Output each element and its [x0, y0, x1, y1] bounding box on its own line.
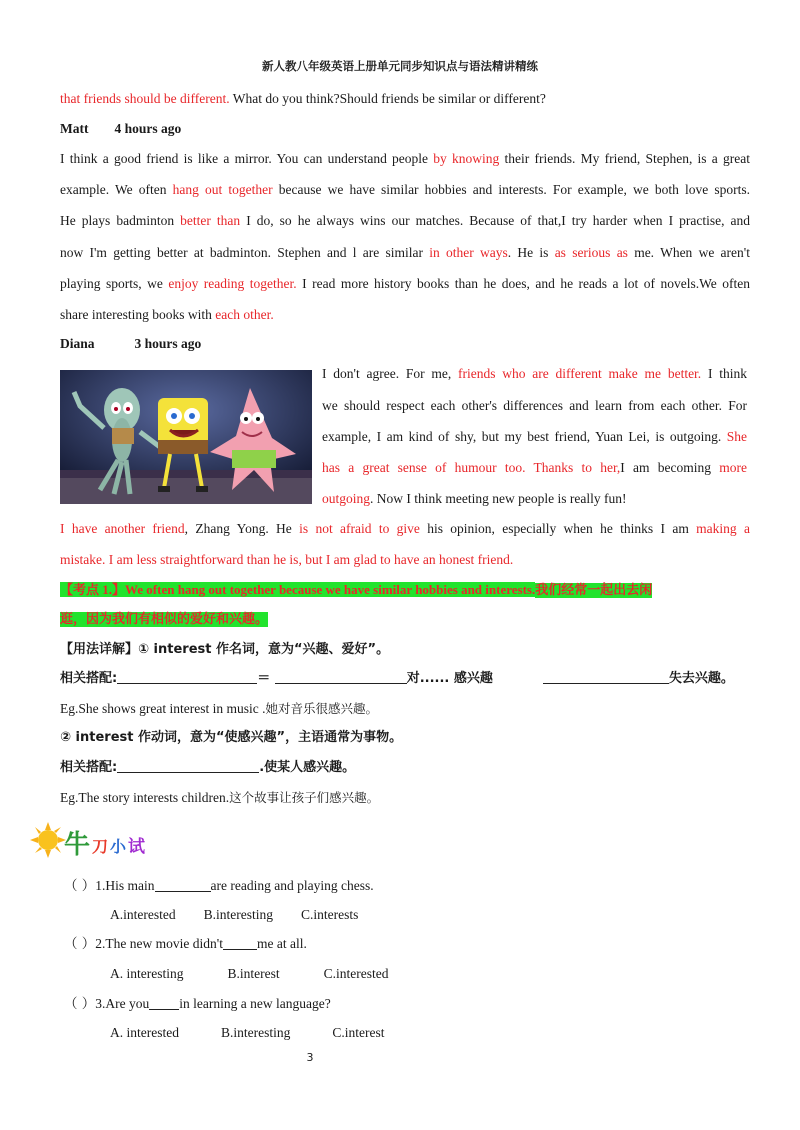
usage-title: 【用法详解】① interest 作名词，意为“兴趣、爱好”。	[60, 642, 390, 657]
title-char-xiao: 小	[110, 837, 127, 856]
diana-line-2: we should respect each other's differences and learn from each other. For	[322, 398, 747, 413]
option-c[interactable]: C.interest	[332, 1025, 385, 1040]
title-char-dao: 刀	[92, 837, 109, 856]
diana-line-4: has a great sense of humour too. Thanks to her,I am becoming more	[322, 460, 747, 475]
diana-line-5: outgoing. Now I think meeting new people is really fun!	[322, 491, 627, 506]
question-1-options	[110, 906, 358, 924]
section-title-niudaoxiaoshi	[30, 822, 160, 860]
matt-line-1: I think a good friend is like a mirror. You can understand people by knowing their friends. My friend, Stephen, is a great	[60, 151, 751, 166]
diana-line-3: example, I am kind of shy, but my best friend, Yuan Lei, is outgoing. She	[322, 429, 747, 444]
kaodian-line-2: 逛，因为我们有相似的爱好和兴趣。	[60, 612, 269, 627]
diana-name: Diana	[60, 336, 95, 351]
cartoon-illustration	[60, 370, 312, 504]
example-1: Eg.She shows great interest in music .她对音乐很感兴趣。	[60, 701, 378, 716]
diana-line-1: I don't agree. For me, friends who are different make me better. I think	[322, 366, 747, 381]
matt-line-5: playing sports, we enjoy reading together. I read more history books than he does, and he reads a lot of novels.We often	[60, 276, 750, 291]
matt-name: Matt	[60, 121, 89, 136]
question-2-options	[110, 965, 388, 983]
option-a[interactable]: A. interesting	[110, 966, 184, 981]
option-c[interactable]: C.interests	[300, 907, 359, 922]
intro-line	[60, 90, 750, 108]
matt-time: 4 hours ago	[114, 121, 182, 136]
option-b[interactable]: B.interesting	[220, 1025, 291, 1040]
answer-blank[interactable]	[223, 936, 257, 950]
matt-line-6: share interesting books with each other.	[60, 307, 274, 322]
title-char-shi: 试	[128, 837, 145, 857]
kaodian-line-1: 【考点 1.】We often hang out together because we have similar hobbies and interests.我们经常一起出去闲	[60, 582, 653, 598]
question-3-options	[110, 1024, 384, 1042]
collocation-2: 相关搭配: .使某人感兴趣。	[60, 760, 356, 775]
option-a[interactable]: A.interested	[110, 907, 176, 922]
matt-line-3: He plays badminton better than I do, so he always wins our matches. Because of that,I try harder when I practise, and	[60, 213, 750, 228]
intro-rest: What do you think?Should friends be similar or different?	[229, 91, 546, 106]
collocation-1: 相关搭配: ＝ 对...... 感兴趣 失去兴趣。	[60, 671, 734, 686]
option-c[interactable]: C.interested	[323, 966, 389, 981]
title-char-niu: 牛	[64, 830, 91, 860]
diana-time: 3 hours ago	[134, 336, 202, 351]
intro-red: that friends should be different.	[60, 91, 230, 106]
option-a[interactable]: A. interested	[110, 1025, 179, 1040]
diana-line-6: I have another friend, Zhang Yong. He is not afraid to give his opinion, especially when he thinks I am making a	[60, 521, 750, 536]
option-b[interactable]: B.interest	[227, 966, 280, 981]
matt-line-2: example. We often hang out together because we have similar hobbies and interests. For example, we both love sports.	[60, 182, 750, 197]
page-header: 新人教八年级英语上册单元同步知识点与语法精讲精练	[262, 59, 538, 73]
question-3: （ ）3.Are you in learning a new language?	[64, 996, 331, 1012]
answer-blank[interactable]	[155, 878, 211, 892]
matt-post-header	[60, 120, 750, 138]
matt-line-4: now I'm getting better at badminton. Stephen and l are similar in other ways. He is as serious as me. When we aren't	[60, 245, 750, 260]
question-2: （ ）2.The new movie didn't me at all.	[64, 936, 307, 952]
option-b[interactable]: B.interesting	[203, 907, 273, 922]
diana-line-7: mistake. I am less straightforward than he is, but I am glad to have an honest friend.	[60, 552, 514, 567]
answer-blank[interactable]	[149, 996, 179, 1010]
usage-verb-title: ② interest 作动词，意为“使感兴趣”，主语通常为事物。	[60, 730, 403, 745]
question-1: （ ）1.His main are reading and playing chess.	[64, 878, 374, 894]
diana-post-header	[60, 335, 750, 353]
example-2: Eg.The story interests children.这个故事让孩子们感兴趣。	[60, 790, 380, 805]
page-number: 3	[306, 1051, 314, 1064]
